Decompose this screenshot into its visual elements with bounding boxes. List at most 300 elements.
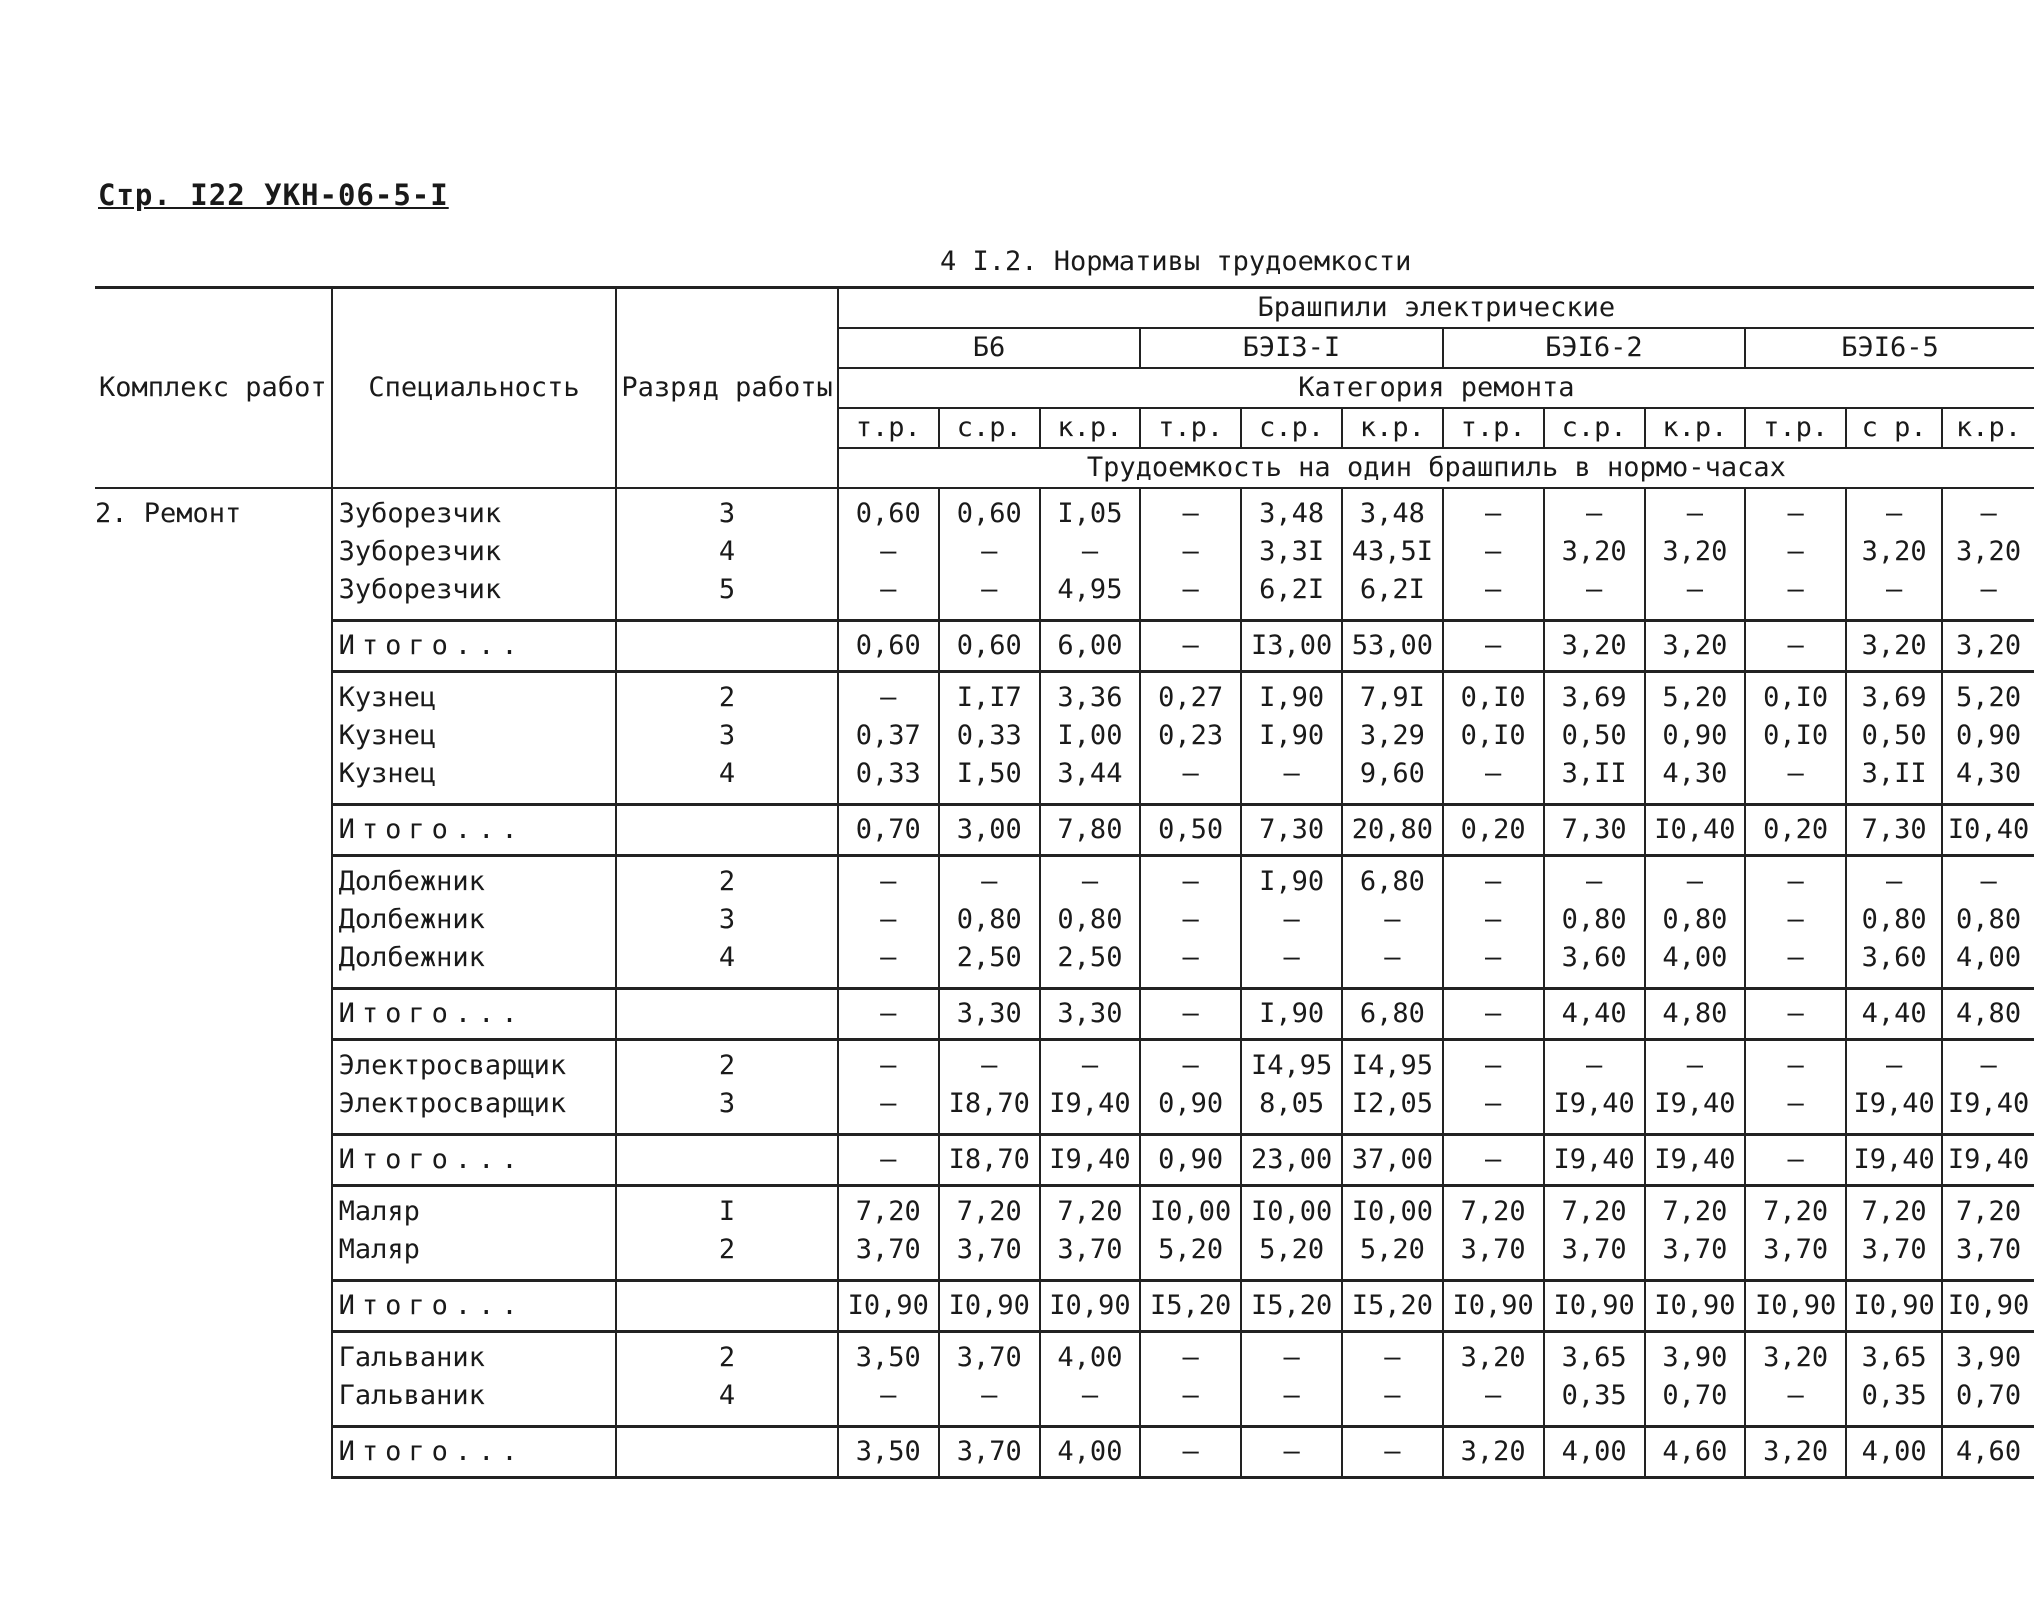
total-value-cell: 53,00 bbox=[1342, 621, 1442, 672]
value-cell: – bbox=[838, 939, 939, 989]
value-cell: 3,II bbox=[1846, 755, 1942, 805]
value-cell: 3,20 bbox=[1942, 533, 2034, 571]
table-body bbox=[95, 488, 2034, 1478]
header-model-b6: Б6 bbox=[838, 328, 1140, 368]
value-cell: 3,48 bbox=[1342, 488, 1442, 533]
value-cell: – bbox=[939, 856, 1040, 902]
total-value-cell: – bbox=[1342, 1427, 1442, 1478]
value-cell: – bbox=[1140, 1332, 1241, 1378]
value-cell: 0,90 bbox=[1645, 717, 1745, 755]
total-value-cell: I0,90 bbox=[1544, 1281, 1645, 1332]
grade-cell: 2 bbox=[616, 1040, 837, 1086]
total-value-cell: 0,20 bbox=[1443, 805, 1544, 856]
value-cell: 3,20 bbox=[1544, 533, 1645, 571]
total-label: Итого... bbox=[332, 989, 617, 1040]
header-model-be13-1: БЭI3-I bbox=[1140, 328, 1442, 368]
grade-cell: 5 bbox=[616, 571, 837, 621]
value-cell: – bbox=[1846, 856, 1942, 902]
value-cell: 3,69 bbox=[1544, 672, 1645, 718]
total-value-cell: 4,00 bbox=[1846, 1427, 1942, 1478]
value-cell: I9,40 bbox=[1040, 1085, 1140, 1135]
value-cell: 0,80 bbox=[939, 901, 1040, 939]
value-cell: I9,40 bbox=[1942, 1085, 2034, 1135]
page-header: Стр. I22 УКН-06-5-I bbox=[98, 178, 449, 212]
total-value-cell: I0,90 bbox=[1443, 1281, 1544, 1332]
value-cell: – bbox=[838, 856, 939, 902]
value-cell: I,I7 bbox=[939, 672, 1040, 718]
value-cell: 0,I0 bbox=[1745, 717, 1846, 755]
value-cell: I9,40 bbox=[1645, 1085, 1745, 1135]
header-unit: Трудоемкость на один брашпиль в нормо-часах bbox=[838, 448, 2034, 488]
value-cell: – bbox=[1645, 488, 1745, 533]
grade-cell: 2 bbox=[616, 1332, 837, 1378]
table-row bbox=[95, 1186, 2034, 1232]
specialty-cell: Маляр bbox=[332, 1231, 617, 1281]
value-cell: 0,I0 bbox=[1443, 672, 1544, 718]
total-value-cell: I0,90 bbox=[838, 1281, 939, 1332]
header-model-be16-2: БЭI6-2 bbox=[1443, 328, 1745, 368]
value-cell: – bbox=[1443, 571, 1544, 621]
header-subcolumn: с.р. bbox=[1241, 408, 1342, 448]
value-cell: – bbox=[1140, 533, 1241, 571]
value-cell: – bbox=[1745, 533, 1846, 571]
value-cell: 0,80 bbox=[1544, 901, 1645, 939]
value-cell: 7,20 bbox=[1443, 1186, 1544, 1232]
header-group: Брашпили электрические bbox=[838, 288, 2034, 329]
value-cell: 6,2I bbox=[1342, 571, 1442, 621]
total-value-cell: I9,40 bbox=[1645, 1135, 1745, 1186]
value-cell: I0,00 bbox=[1241, 1186, 1342, 1232]
value-cell: – bbox=[1342, 1332, 1442, 1378]
header-subcolumn: т.р. bbox=[1443, 408, 1544, 448]
total-value-cell: I0,90 bbox=[1745, 1281, 1846, 1332]
total-value-cell: I0,40 bbox=[1942, 805, 2034, 856]
table-row bbox=[95, 717, 2034, 755]
value-cell: 2,50 bbox=[1040, 939, 1140, 989]
value-cell: 3,29 bbox=[1342, 717, 1442, 755]
header-grade: Разряд работы bbox=[616, 288, 837, 489]
header-model-be16-5: БЭI6-5 bbox=[1745, 328, 2034, 368]
value-cell: – bbox=[1140, 1040, 1241, 1086]
total-value-cell: – bbox=[1745, 1135, 1846, 1186]
value-cell: – bbox=[1745, 1040, 1846, 1086]
value-cell: – bbox=[1846, 1040, 1942, 1086]
value-cell: 3,70 bbox=[939, 1332, 1040, 1378]
value-cell: – bbox=[1745, 488, 1846, 533]
total-value-cell: I9,40 bbox=[1040, 1135, 1140, 1186]
total-value-cell: 3,20 bbox=[1544, 621, 1645, 672]
total-value-cell: 7,30 bbox=[1544, 805, 1645, 856]
complex-label: 2. Ремонт bbox=[95, 488, 332, 1478]
total-value-cell: – bbox=[1745, 621, 1846, 672]
value-cell: – bbox=[1140, 1377, 1241, 1427]
total-value-cell: I5,20 bbox=[1342, 1281, 1442, 1332]
value-cell: 0,60 bbox=[939, 488, 1040, 533]
total-value-cell: I5,20 bbox=[1140, 1281, 1241, 1332]
total-value-cell: 0,90 bbox=[1140, 1135, 1241, 1186]
value-cell: – bbox=[939, 571, 1040, 621]
value-cell: I,05 bbox=[1040, 488, 1140, 533]
value-cell: – bbox=[1443, 1040, 1544, 1086]
total-value-cell: 3,30 bbox=[939, 989, 1040, 1040]
value-cell: 4,30 bbox=[1942, 755, 2034, 805]
total-value-cell: I0,40 bbox=[1645, 805, 1745, 856]
value-cell: 3,70 bbox=[939, 1231, 1040, 1281]
value-cell: – bbox=[1040, 1377, 1140, 1427]
total-value-cell: 4,80 bbox=[1645, 989, 1745, 1040]
total-grade-cell bbox=[616, 1427, 837, 1478]
grade-cell: I bbox=[616, 1186, 837, 1232]
value-cell: – bbox=[1846, 571, 1942, 621]
value-cell: 3,36 bbox=[1040, 672, 1140, 718]
value-cell: – bbox=[838, 1377, 939, 1427]
specialty-cell: Долбежник bbox=[332, 901, 617, 939]
value-cell: 6,80 bbox=[1342, 856, 1442, 902]
value-cell: 3,90 bbox=[1942, 1332, 2034, 1378]
value-cell: – bbox=[1645, 571, 1745, 621]
value-cell: 7,20 bbox=[1645, 1186, 1745, 1232]
value-cell: 0,50 bbox=[1846, 717, 1942, 755]
value-cell: – bbox=[838, 533, 939, 571]
value-cell: – bbox=[838, 1040, 939, 1086]
total-value-cell: 0,60 bbox=[838, 621, 939, 672]
table-row bbox=[95, 488, 2034, 533]
value-cell: 5,20 bbox=[1342, 1231, 1442, 1281]
grade-cell: 4 bbox=[616, 755, 837, 805]
table-row bbox=[95, 1231, 2034, 1281]
value-cell: – bbox=[1342, 901, 1442, 939]
value-cell: I9,40 bbox=[1846, 1085, 1942, 1135]
total-value-cell: 7,80 bbox=[1040, 805, 1140, 856]
specialty-cell: Зуборезчик bbox=[332, 533, 617, 571]
total-value-cell: – bbox=[1140, 989, 1241, 1040]
total-value-cell: I0,90 bbox=[1040, 1281, 1140, 1332]
value-cell: – bbox=[1745, 571, 1846, 621]
header-subcolumn: с р. bbox=[1846, 408, 1942, 448]
header-subcolumn: т.р. bbox=[838, 408, 939, 448]
value-cell: – bbox=[1241, 1332, 1342, 1378]
total-value-cell: 0,20 bbox=[1745, 805, 1846, 856]
value-cell: – bbox=[1745, 755, 1846, 805]
total-grade-cell bbox=[616, 805, 837, 856]
total-label: Итого... bbox=[332, 805, 617, 856]
grade-cell: 3 bbox=[616, 717, 837, 755]
specialty-cell: Кузнец bbox=[332, 672, 617, 718]
grade-cell: 3 bbox=[616, 901, 837, 939]
table-row bbox=[95, 901, 2034, 939]
specialty-cell: Кузнец bbox=[332, 755, 617, 805]
table-row bbox=[95, 1040, 2034, 1086]
total-value-cell: I0,90 bbox=[1846, 1281, 1942, 1332]
table-row bbox=[95, 1085, 2034, 1135]
value-cell: – bbox=[1342, 939, 1442, 989]
value-cell: I,90 bbox=[1241, 856, 1342, 902]
total-value-cell: – bbox=[1443, 989, 1544, 1040]
value-cell: 0,80 bbox=[1942, 901, 2034, 939]
grade-cell: 2 bbox=[616, 856, 837, 902]
value-cell: 7,20 bbox=[1040, 1186, 1140, 1232]
value-cell: 0,27 bbox=[1140, 672, 1241, 718]
value-cell: 6,2I bbox=[1241, 571, 1342, 621]
value-cell: 3,90 bbox=[1645, 1332, 1745, 1378]
value-cell: I,90 bbox=[1241, 672, 1342, 718]
value-cell: – bbox=[1544, 571, 1645, 621]
value-cell: 0,37 bbox=[838, 717, 939, 755]
value-cell: I0,00 bbox=[1342, 1186, 1442, 1232]
value-cell: – bbox=[1040, 533, 1140, 571]
total-value-cell: I8,70 bbox=[939, 1135, 1040, 1186]
value-cell: 3,60 bbox=[1846, 939, 1942, 989]
value-cell: 3,70 bbox=[1942, 1231, 2034, 1281]
norms-table bbox=[95, 286, 2034, 1479]
total-value-cell: I9,40 bbox=[1544, 1135, 1645, 1186]
grade-cell: 2 bbox=[616, 1231, 837, 1281]
total-value-cell: 7,30 bbox=[1846, 805, 1942, 856]
total-value-cell: 0,70 bbox=[838, 805, 939, 856]
value-cell: 8,05 bbox=[1241, 1085, 1342, 1135]
specialty-cell: Зуборезчик bbox=[332, 488, 617, 533]
table-row bbox=[95, 672, 2034, 718]
value-cell: 3,50 bbox=[838, 1332, 939, 1378]
header-subcolumn: к.р. bbox=[1645, 408, 1745, 448]
value-cell: – bbox=[1544, 488, 1645, 533]
total-value-cell: I3,00 bbox=[1241, 621, 1342, 672]
table-row bbox=[95, 533, 2034, 571]
value-cell: I8,70 bbox=[939, 1085, 1040, 1135]
total-value-cell: I,90 bbox=[1241, 989, 1342, 1040]
total-row bbox=[95, 1427, 2034, 1478]
value-cell: 0,80 bbox=[1645, 901, 1745, 939]
value-cell: – bbox=[1443, 856, 1544, 902]
value-cell: 0,60 bbox=[838, 488, 939, 533]
total-row bbox=[95, 621, 2034, 672]
specialty-cell: Гальваник bbox=[332, 1332, 617, 1378]
value-cell: – bbox=[1745, 901, 1846, 939]
value-cell: 0,90 bbox=[1140, 1085, 1241, 1135]
value-cell: – bbox=[939, 1040, 1040, 1086]
value-cell: 7,20 bbox=[1745, 1186, 1846, 1232]
value-cell: I,90 bbox=[1241, 717, 1342, 755]
total-value-cell: 3,50 bbox=[838, 1427, 939, 1478]
value-cell: – bbox=[1342, 1377, 1442, 1427]
total-grade-cell bbox=[616, 989, 837, 1040]
value-cell: – bbox=[1040, 1040, 1140, 1086]
total-value-cell: I5,20 bbox=[1241, 1281, 1342, 1332]
value-cell: 5,20 bbox=[1942, 672, 2034, 718]
value-cell: 3,70 bbox=[838, 1231, 939, 1281]
value-cell: 3,20 bbox=[1745, 1332, 1846, 1378]
value-cell: – bbox=[1443, 533, 1544, 571]
header-complex: Комплекс работ bbox=[95, 288, 332, 489]
table-header bbox=[95, 288, 2034, 489]
table-row bbox=[95, 571, 2034, 621]
value-cell: 0,I0 bbox=[1745, 672, 1846, 718]
value-cell: 3,48 bbox=[1241, 488, 1342, 533]
total-value-cell: I0,90 bbox=[1942, 1281, 2034, 1332]
value-cell: – bbox=[1443, 1085, 1544, 1135]
value-cell: I4,95 bbox=[1342, 1040, 1442, 1086]
grade-cell: 4 bbox=[616, 939, 837, 989]
header-subcolumn: с.р. bbox=[939, 408, 1040, 448]
total-value-cell: – bbox=[838, 989, 939, 1040]
total-value-cell: 4,40 bbox=[1846, 989, 1942, 1040]
value-cell: 7,20 bbox=[1544, 1186, 1645, 1232]
total-value-cell: 7,30 bbox=[1241, 805, 1342, 856]
value-cell: 5,20 bbox=[1645, 672, 1745, 718]
value-cell: 0,90 bbox=[1942, 717, 2034, 755]
value-cell: – bbox=[1942, 571, 2034, 621]
specialty-cell: Долбежник bbox=[332, 939, 617, 989]
total-row bbox=[95, 1281, 2034, 1332]
value-cell: – bbox=[1241, 755, 1342, 805]
value-cell: I,50 bbox=[939, 755, 1040, 805]
total-value-cell: 4,00 bbox=[1040, 1427, 1140, 1478]
value-cell: – bbox=[1140, 488, 1241, 533]
specialty-cell: Зуборезчик bbox=[332, 571, 617, 621]
specialty-cell: Электросварщик bbox=[332, 1040, 617, 1086]
value-cell: 3,70 bbox=[1544, 1231, 1645, 1281]
value-cell: 4,00 bbox=[1645, 939, 1745, 989]
total-value-cell: – bbox=[1140, 621, 1241, 672]
value-cell: 3,II bbox=[1544, 755, 1645, 805]
total-value-cell: 3,20 bbox=[1745, 1427, 1846, 1478]
total-grade-cell bbox=[616, 1281, 837, 1332]
grade-cell: 3 bbox=[616, 1085, 837, 1135]
total-value-cell: 3,20 bbox=[1443, 1427, 1544, 1478]
total-row bbox=[95, 989, 2034, 1040]
value-cell: – bbox=[1745, 856, 1846, 902]
value-cell: – bbox=[1846, 488, 1942, 533]
value-cell: 7,20 bbox=[838, 1186, 939, 1232]
value-cell: – bbox=[838, 1085, 939, 1135]
header-subcolumn: т.р. bbox=[1745, 408, 1846, 448]
value-cell: 0,70 bbox=[1645, 1377, 1745, 1427]
value-cell: – bbox=[1443, 901, 1544, 939]
value-cell: – bbox=[1241, 1377, 1342, 1427]
table-title: 4 I.2. Нормативы трудоемкости bbox=[940, 246, 1412, 277]
value-cell: 7,20 bbox=[939, 1186, 1040, 1232]
value-cell: 0,70 bbox=[1942, 1377, 2034, 1427]
value-cell: – bbox=[1140, 901, 1241, 939]
value-cell: 3,65 bbox=[1846, 1332, 1942, 1378]
total-row bbox=[95, 1135, 2034, 1186]
value-cell: – bbox=[1942, 1040, 2034, 1086]
total-value-cell: – bbox=[1140, 1427, 1241, 1478]
grade-cell: 4 bbox=[616, 533, 837, 571]
value-cell: 4,95 bbox=[1040, 571, 1140, 621]
value-cell: – bbox=[1645, 856, 1745, 902]
value-cell: 7,20 bbox=[1942, 1186, 2034, 1232]
value-cell: – bbox=[1942, 488, 2034, 533]
value-cell: 0,80 bbox=[1040, 901, 1140, 939]
value-cell: I,00 bbox=[1040, 717, 1140, 755]
value-cell: – bbox=[838, 672, 939, 718]
value-cell: 3,65 bbox=[1544, 1332, 1645, 1378]
total-value-cell: 0,60 bbox=[939, 621, 1040, 672]
value-cell: – bbox=[1745, 1377, 1846, 1427]
header-subcolumn: к.р. bbox=[1040, 408, 1140, 448]
value-cell: I0,00 bbox=[1140, 1186, 1241, 1232]
total-value-cell: I9,40 bbox=[1942, 1135, 2034, 1186]
total-value-cell: – bbox=[1745, 989, 1846, 1040]
value-cell: 0,35 bbox=[1846, 1377, 1942, 1427]
value-cell: 3,20 bbox=[1443, 1332, 1544, 1378]
value-cell: 5,20 bbox=[1241, 1231, 1342, 1281]
value-cell: – bbox=[1745, 1085, 1846, 1135]
value-cell: 3,70 bbox=[1645, 1231, 1745, 1281]
total-value-cell: 6,00 bbox=[1040, 621, 1140, 672]
total-grade-cell bbox=[616, 621, 837, 672]
header-subcolumn: к.р. bbox=[1942, 408, 2034, 448]
value-cell: 0,35 bbox=[1544, 1377, 1645, 1427]
value-cell: – bbox=[939, 1377, 1040, 1427]
value-cell: 0,23 bbox=[1140, 717, 1241, 755]
value-cell: 3,70 bbox=[1443, 1231, 1544, 1281]
header-specialty: Специальность bbox=[332, 288, 617, 489]
value-cell: 5,20 bbox=[1140, 1231, 1241, 1281]
value-cell: – bbox=[1443, 488, 1544, 533]
total-value-cell: I9,40 bbox=[1846, 1135, 1942, 1186]
value-cell: – bbox=[1544, 1040, 1645, 1086]
value-cell: 9,60 bbox=[1342, 755, 1442, 805]
value-cell: 3,44 bbox=[1040, 755, 1140, 805]
total-label: Итого... bbox=[332, 1281, 617, 1332]
total-value-cell: 23,00 bbox=[1241, 1135, 1342, 1186]
total-grade-cell bbox=[616, 1135, 837, 1186]
value-cell: – bbox=[1942, 856, 2034, 902]
value-cell: – bbox=[1241, 901, 1342, 939]
specialty-cell: Маляр bbox=[332, 1186, 617, 1232]
value-cell: – bbox=[1241, 939, 1342, 989]
value-cell: 43,5I bbox=[1342, 533, 1442, 571]
total-value-cell: 3,70 bbox=[939, 1427, 1040, 1478]
value-cell: 4,30 bbox=[1645, 755, 1745, 805]
total-value-cell: 6,80 bbox=[1342, 989, 1442, 1040]
total-value-cell: – bbox=[838, 1135, 939, 1186]
value-cell: – bbox=[939, 533, 1040, 571]
header-subcolumn: т.р. bbox=[1140, 408, 1241, 448]
value-cell: I9,40 bbox=[1544, 1085, 1645, 1135]
value-cell: – bbox=[1140, 571, 1241, 621]
value-cell: – bbox=[1140, 856, 1241, 902]
total-value-cell: 4,60 bbox=[1942, 1427, 2034, 1478]
total-value-cell: 4,00 bbox=[1544, 1427, 1645, 1478]
total-value-cell: 3,00 bbox=[939, 805, 1040, 856]
value-cell: 3,20 bbox=[1846, 533, 1942, 571]
table-row bbox=[95, 755, 2034, 805]
value-cell: 4,00 bbox=[1040, 1332, 1140, 1378]
value-cell: 3,70 bbox=[1745, 1231, 1846, 1281]
total-value-cell: 0,50 bbox=[1140, 805, 1241, 856]
total-value-cell: – bbox=[1443, 621, 1544, 672]
total-label: Итого... bbox=[332, 1135, 617, 1186]
value-cell: – bbox=[838, 901, 939, 939]
value-cell: 3,69 bbox=[1846, 672, 1942, 718]
value-cell: 3,60 bbox=[1544, 939, 1645, 989]
total-value-cell: I0,90 bbox=[1645, 1281, 1745, 1332]
value-cell: – bbox=[1140, 939, 1241, 989]
value-cell: 3,3I bbox=[1241, 533, 1342, 571]
table-row bbox=[95, 939, 2034, 989]
value-cell: 7,20 bbox=[1846, 1186, 1942, 1232]
value-cell: 3,20 bbox=[1645, 533, 1745, 571]
value-cell: – bbox=[1443, 939, 1544, 989]
value-cell: I4,95 bbox=[1241, 1040, 1342, 1086]
total-value-cell: 3,20 bbox=[1942, 621, 2034, 672]
value-cell: I2,05 bbox=[1342, 1085, 1442, 1135]
grade-cell: 4 bbox=[616, 1377, 837, 1427]
specialty-cell: Долбежник bbox=[332, 856, 617, 902]
